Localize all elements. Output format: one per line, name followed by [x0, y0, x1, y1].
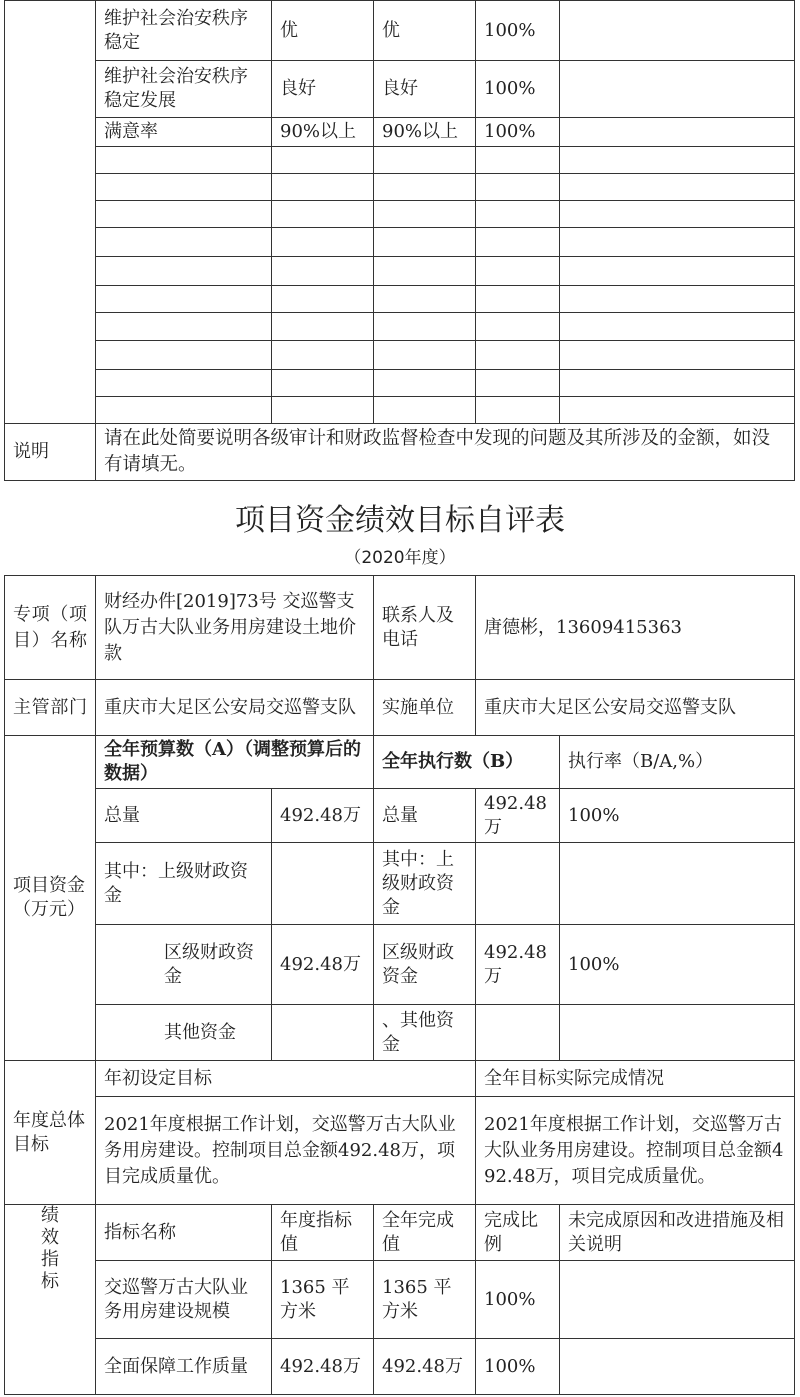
empty-cell: [96, 147, 272, 174]
other-funds-budget: [272, 1005, 374, 1061]
district-funds-budget: 492.48万: [272, 925, 374, 1005]
upper-funds-exec-label: 其中：上级财政资金: [374, 843, 476, 925]
perf-row-note: [560, 1261, 795, 1339]
empty-cell: [374, 201, 476, 228]
indicator-name: 维护社会治安秩序稳定: [96, 1, 272, 61]
indicator-note: [560, 1, 795, 61]
dept-value: 重庆市大足区公安局交巡警支队: [96, 680, 374, 736]
empty-cell: [374, 370, 476, 397]
total-rate: 100%: [560, 789, 795, 843]
empty-cell: [476, 341, 560, 370]
empty-cell: [96, 341, 272, 370]
empty-cell: [374, 286, 476, 313]
exec-header: 全年执行数（B）: [374, 736, 560, 789]
empty-cell: [560, 313, 795, 341]
empty-cell: [374, 228, 476, 257]
empty-cell: [96, 313, 272, 341]
empty-cell: [560, 174, 795, 201]
perf-row-ratio: 100%: [476, 1261, 560, 1339]
empty-cell: [96, 370, 272, 397]
other-funds-exec-label: 、其他资金: [374, 1005, 476, 1061]
district-funds-exec: 492.48万: [476, 925, 560, 1005]
empty-cell: [272, 370, 374, 397]
indicator-name: 满意率: [96, 118, 272, 147]
other-funds-label: 其他资金: [96, 1005, 272, 1061]
goal-done-header: 全年目标实际完成情况: [476, 1061, 795, 1097]
perf-header-note: 未完成原因和改进措施及相关说明: [560, 1205, 795, 1261]
perf-row-actual: 492.48万: [374, 1339, 476, 1395]
empty-cell: [560, 228, 795, 257]
empty-cell: [272, 286, 374, 313]
contact-value: 唐德彬，13609415363: [476, 576, 795, 680]
funds-label: 项目资金（万元）: [5, 736, 96, 1061]
total-exec-label: 总量: [374, 789, 476, 843]
indicator-actual: 90%以上: [374, 118, 476, 147]
indicator-note: [560, 118, 795, 147]
perf-row-name: 交巡警万古大队业务用房建设规模: [96, 1261, 272, 1339]
empty-cell: [272, 341, 374, 370]
perf-row-target: 492.48万: [272, 1339, 374, 1395]
left-blank-cell: [5, 1, 96, 424]
empty-cell: [476, 313, 560, 341]
empty-cell: [96, 257, 272, 286]
empty-cell: [476, 286, 560, 313]
perf-header-name: 指标名称: [96, 1205, 272, 1261]
upper-funds-budget: [272, 843, 374, 925]
indicator-note: [560, 61, 795, 118]
empty-cell: [374, 341, 476, 370]
other-funds-rate: [560, 1005, 795, 1061]
indicator-rate: 100%: [476, 118, 560, 147]
total-label: 总量: [96, 789, 272, 843]
empty-cell: [96, 228, 272, 257]
upper-funds-exec: [476, 843, 560, 925]
empty-cell: [96, 201, 272, 228]
empty-cell: [476, 397, 560, 424]
total-budget: 492.48万: [272, 789, 374, 843]
rate-header: 执行率（B/A,%）: [560, 736, 795, 789]
empty-cell: [560, 257, 795, 286]
indicator-name: 维护社会治安秩序稳定发展: [96, 61, 272, 118]
total-exec: 492.48万: [476, 789, 560, 843]
empty-cell: [96, 397, 272, 424]
goal-done-text: 2021年度根据工作计划，交巡警万古大队业务用房建设。控制项目总金额492.48万，项目完成质量优。: [476, 1097, 795, 1205]
empty-cell: [560, 147, 795, 174]
empty-cell: [476, 174, 560, 201]
empty-cell: [374, 313, 476, 341]
note-label: 说明: [5, 424, 96, 481]
perf-row-ratio: 100%: [476, 1339, 560, 1395]
goal-set-text: 2021年度根据工作计划，交巡警万古大队业务用房建设。控制项目总金额492.48万，项目完成质量优。: [96, 1097, 476, 1205]
indicator-table-continued: [4, 0, 795, 481]
empty-cell: [272, 147, 374, 174]
empty-cell: [560, 341, 795, 370]
indicator-rate: 100%: [476, 61, 560, 118]
annual-goal-label: 年度总体目标: [5, 1061, 96, 1205]
budget-header: 全年预算数（A）（调整预算后的数据）: [96, 736, 374, 789]
perf-row-note: [560, 1339, 795, 1395]
empty-cell: [272, 201, 374, 228]
empty-cell: [560, 370, 795, 397]
performance-indicator-label: [5, 1205, 96, 1395]
indicator-actual: 良好: [374, 61, 476, 118]
empty-cell: [476, 147, 560, 174]
upper-funds-label: 其中：上级财政资金: [96, 843, 272, 925]
empty-cell: [96, 174, 272, 201]
unit-label: 实施单位: [374, 680, 476, 736]
perf-header-ratio: 完成比例: [476, 1205, 560, 1261]
indicator-actual: 优: [374, 1, 476, 61]
perf-row-actual: 1365 平方米: [374, 1261, 476, 1339]
empty-cell: [374, 174, 476, 201]
empty-cell: [560, 286, 795, 313]
indicator-target: 90%以上: [272, 118, 374, 147]
perf-header-target: 年度指标值: [272, 1205, 374, 1261]
empty-cell: [560, 397, 795, 424]
upper-funds-rate: [560, 843, 795, 925]
note-text: 请在此处简要说明各级审计和财政监督检查中发现的问题及其所涉及的金额，如没有请填无。: [96, 424, 795, 481]
indicator-target: 优: [272, 1, 374, 61]
empty-cell: [374, 397, 476, 424]
dept-label: 主管部门: [5, 680, 96, 736]
empty-cell: [272, 397, 374, 424]
unit-value: 重庆市大足区公安局交巡警支队: [476, 680, 795, 736]
empty-cell: [272, 228, 374, 257]
form-title: 项目资金绩效目标自评表: [235, 503, 565, 538]
empty-cell: [272, 257, 374, 286]
empty-cell: [476, 228, 560, 257]
performance-indicator-text: 绩效指标: [41, 1205, 59, 1292]
empty-cell: [96, 286, 272, 313]
form-year: （2020年度）: [344, 548, 456, 568]
goal-set-header: 年初设定目标: [96, 1061, 476, 1097]
perf-row-name: 全面保障工作质量: [96, 1339, 272, 1395]
contact-label: 联系人及电话: [374, 576, 476, 680]
indicator-target: 良好: [272, 61, 374, 118]
district-funds-label: 区级财政资金: [96, 925, 272, 1005]
empty-cell: [272, 313, 374, 341]
empty-cell: [374, 257, 476, 286]
other-funds-exec: [476, 1005, 560, 1061]
perf-row-target: 1365 平方米: [272, 1261, 374, 1339]
project-name-value: 财经办件[2019]73号 交巡警支队万古大队业务用房建设土地价款: [96, 576, 374, 680]
empty-cell: [272, 174, 374, 201]
self-evaluation-table: [4, 575, 795, 1395]
perf-header-actual: 全年完成值: [374, 1205, 476, 1261]
district-funds-rate: 100%: [560, 925, 795, 1005]
empty-cell: [374, 147, 476, 174]
district-funds-exec-label: 区级财政资金: [374, 925, 476, 1005]
empty-cell: [476, 370, 560, 397]
empty-cell: [476, 257, 560, 286]
empty-cell: [560, 201, 795, 228]
project-name-label: 专项（项目）名称: [5, 576, 96, 680]
indicator-rate: 100%: [476, 1, 560, 61]
empty-cell: [476, 201, 560, 228]
